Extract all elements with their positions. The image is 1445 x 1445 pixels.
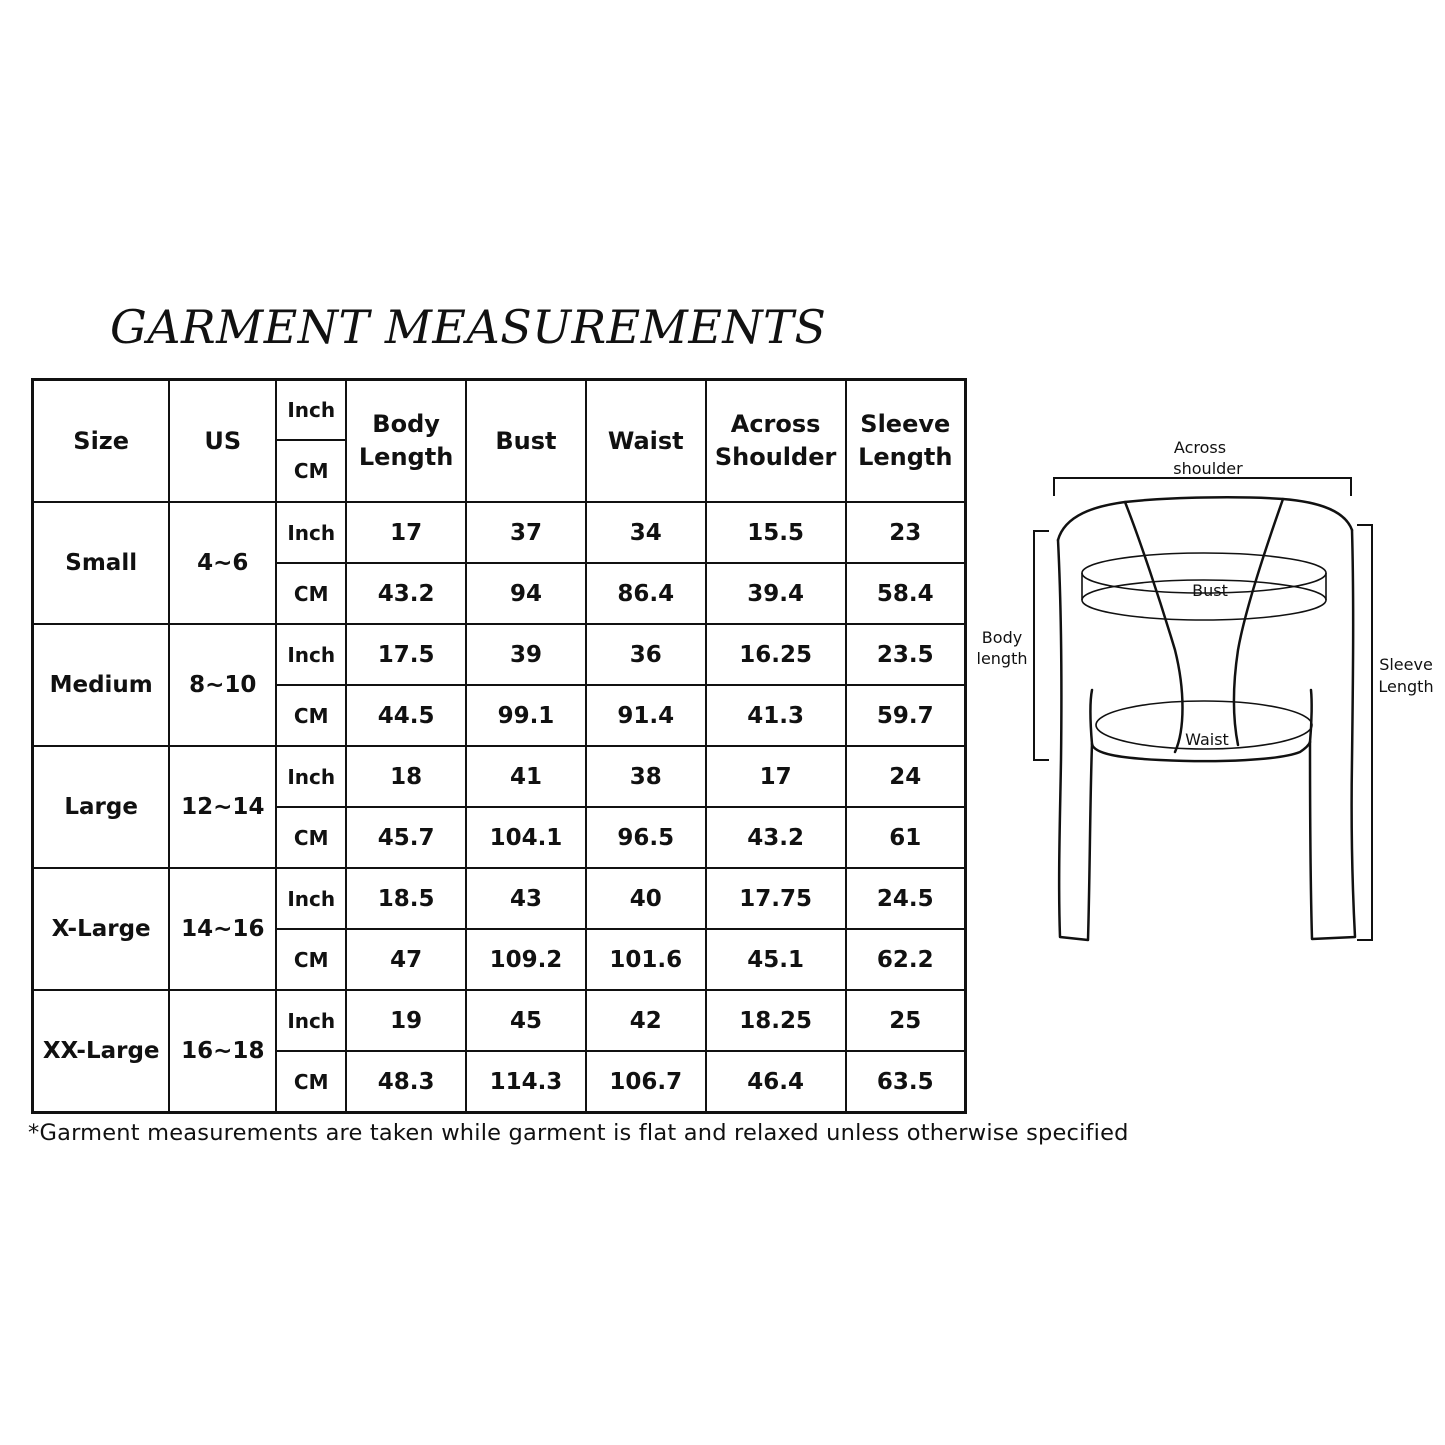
cell-bust: 114.3 [466, 1051, 586, 1113]
cell-sleeve-length: 63.5 [846, 1051, 966, 1113]
cell-unit: CM [276, 563, 346, 624]
cell-waist: 101.6 [586, 929, 706, 990]
cell-across-shoulder: 41.3 [706, 685, 846, 746]
header-body-length-line1: Body [372, 410, 440, 438]
cell-sleeve-length: 58.4 [846, 563, 966, 624]
cell-body-length: 17.5 [346, 624, 466, 685]
cell-across-shoulder: 15.5 [706, 502, 846, 563]
cell-size: Medium [33, 624, 170, 746]
cell-unit: CM [276, 807, 346, 868]
header-across-shoulder [706, 380, 846, 503]
cell-sleeve-length: 24 [846, 746, 966, 807]
cell-unit: Inch [276, 624, 346, 685]
cell-waist: 34 [586, 502, 706, 563]
header-sleeve-length [846, 380, 966, 503]
cell-body-length: 48.3 [346, 1051, 466, 1113]
cell-bust: 43 [466, 868, 586, 929]
cell-across-shoulder: 46.4 [706, 1051, 846, 1113]
header-across-shoulder-line1: Across [730, 410, 821, 438]
cell-bust: 37 [466, 502, 586, 563]
cell-us: 14~16 [169, 868, 276, 990]
table-row [33, 502, 966, 563]
label-across-line1: Across [1173, 438, 1227, 457]
label-sleeve-length-line2: Length [1378, 677, 1434, 696]
table-body [33, 502, 966, 1113]
cell-waist: 36 [586, 624, 706, 685]
label-bust: Bust [1192, 581, 1228, 600]
cell-unit: Inch [276, 502, 346, 563]
cell-size: X-Large [33, 868, 170, 990]
body-length-bracket [1034, 531, 1049, 760]
table-row [33, 746, 966, 807]
cell-waist: 96.5 [586, 807, 706, 868]
header-us: US [169, 380, 276, 503]
cell-sleeve-length: 62.2 [846, 929, 966, 990]
cell-sleeve-length: 23.5 [846, 624, 966, 685]
cell-body-length: 43.2 [346, 563, 466, 624]
cell-bust: 39 [466, 624, 586, 685]
size-chart-table [31, 378, 967, 1114]
cell-sleeve-length: 23 [846, 502, 966, 563]
across-shoulder-bracket [1054, 478, 1351, 496]
label-waist: Waist [1185, 730, 1229, 749]
cell-unit: Inch [276, 746, 346, 807]
cell-waist: 86.4 [586, 563, 706, 624]
header-sleeve-length-line1: Sleeve [860, 410, 951, 438]
cell-bust: 41 [466, 746, 586, 807]
header-sleeve-length-line2: Length [858, 443, 953, 471]
footnote: *Garment measurements are taken while garment is flat and relaxed unless otherwise specified [28, 1120, 1129, 1146]
cardigan-diagram [960, 430, 1440, 950]
cell-body-length: 18.5 [346, 868, 466, 929]
cell-bust: 104.1 [466, 807, 586, 868]
cell-size: XX-Large [33, 990, 170, 1113]
cell-waist: 91.4 [586, 685, 706, 746]
label-across-line2: shoulder [1173, 459, 1243, 478]
cell-waist: 40 [586, 868, 706, 929]
cell-body-length: 18 [346, 746, 466, 807]
cell-across-shoulder: 39.4 [706, 563, 846, 624]
header-unit-cm: CM [276, 440, 346, 502]
cell-size: Large [33, 746, 170, 868]
cell-body-length: 47 [346, 929, 466, 990]
cell-unit: CM [276, 929, 346, 990]
table-row [33, 624, 966, 685]
table-row [33, 868, 966, 929]
header-body-length-line2: Length [358, 443, 454, 471]
cell-waist: 38 [586, 746, 706, 807]
sleeve-length-bracket [1357, 525, 1372, 940]
cell-sleeve-length: 25 [846, 990, 966, 1051]
cell-waist: 106.7 [586, 1051, 706, 1113]
header-across-shoulder-line2: Shoulder [714, 443, 837, 471]
cell-body-length: 45.7 [346, 807, 466, 868]
cell-us: 16~18 [169, 990, 276, 1113]
table-row [33, 990, 966, 1051]
label-body-length-line2: length [976, 649, 1028, 668]
page-title: GARMENT MEASUREMENTS [110, 300, 827, 354]
cell-body-length: 44.5 [346, 685, 466, 746]
cell-across-shoulder: 18.25 [706, 990, 846, 1051]
cell-sleeve-length: 59.7 [846, 685, 966, 746]
cell-unit: CM [276, 1051, 346, 1113]
header-unit-inch: Inch [276, 380, 346, 441]
cell-bust: 99.1 [466, 685, 586, 746]
cell-bust: 45 [466, 990, 586, 1051]
cell-across-shoulder: 17 [706, 746, 846, 807]
header-waist: Waist [586, 380, 706, 503]
cell-body-length: 19 [346, 990, 466, 1051]
cell-across-shoulder: 16.25 [706, 624, 846, 685]
cell-bust: 109.2 [466, 929, 586, 990]
cell-body-length: 17 [346, 502, 466, 563]
cell-sleeve-length: 24.5 [846, 868, 966, 929]
cell-waist: 42 [586, 990, 706, 1051]
cell-across-shoulder: 45.1 [706, 929, 846, 990]
cell-us: 4~6 [169, 502, 276, 624]
cell-unit: Inch [276, 990, 346, 1051]
header-bust: Bust [466, 380, 586, 503]
header-body-length [346, 380, 466, 503]
cell-across-shoulder: 17.75 [706, 868, 846, 929]
cell-bust: 94 [466, 563, 586, 624]
cell-sleeve-length: 61 [846, 807, 966, 868]
label-body-length-line1: Body [981, 628, 1023, 647]
cell-across-shoulder: 43.2 [706, 807, 846, 868]
cell-unit: Inch [276, 868, 346, 929]
label-sleeve-length-line1: Sleeve [1379, 655, 1433, 674]
cell-unit: CM [276, 685, 346, 746]
cell-us: 12~14 [169, 746, 276, 868]
header-size: Size [33, 380, 170, 503]
cell-size: Small [33, 502, 170, 624]
cell-us: 8~10 [169, 624, 276, 746]
